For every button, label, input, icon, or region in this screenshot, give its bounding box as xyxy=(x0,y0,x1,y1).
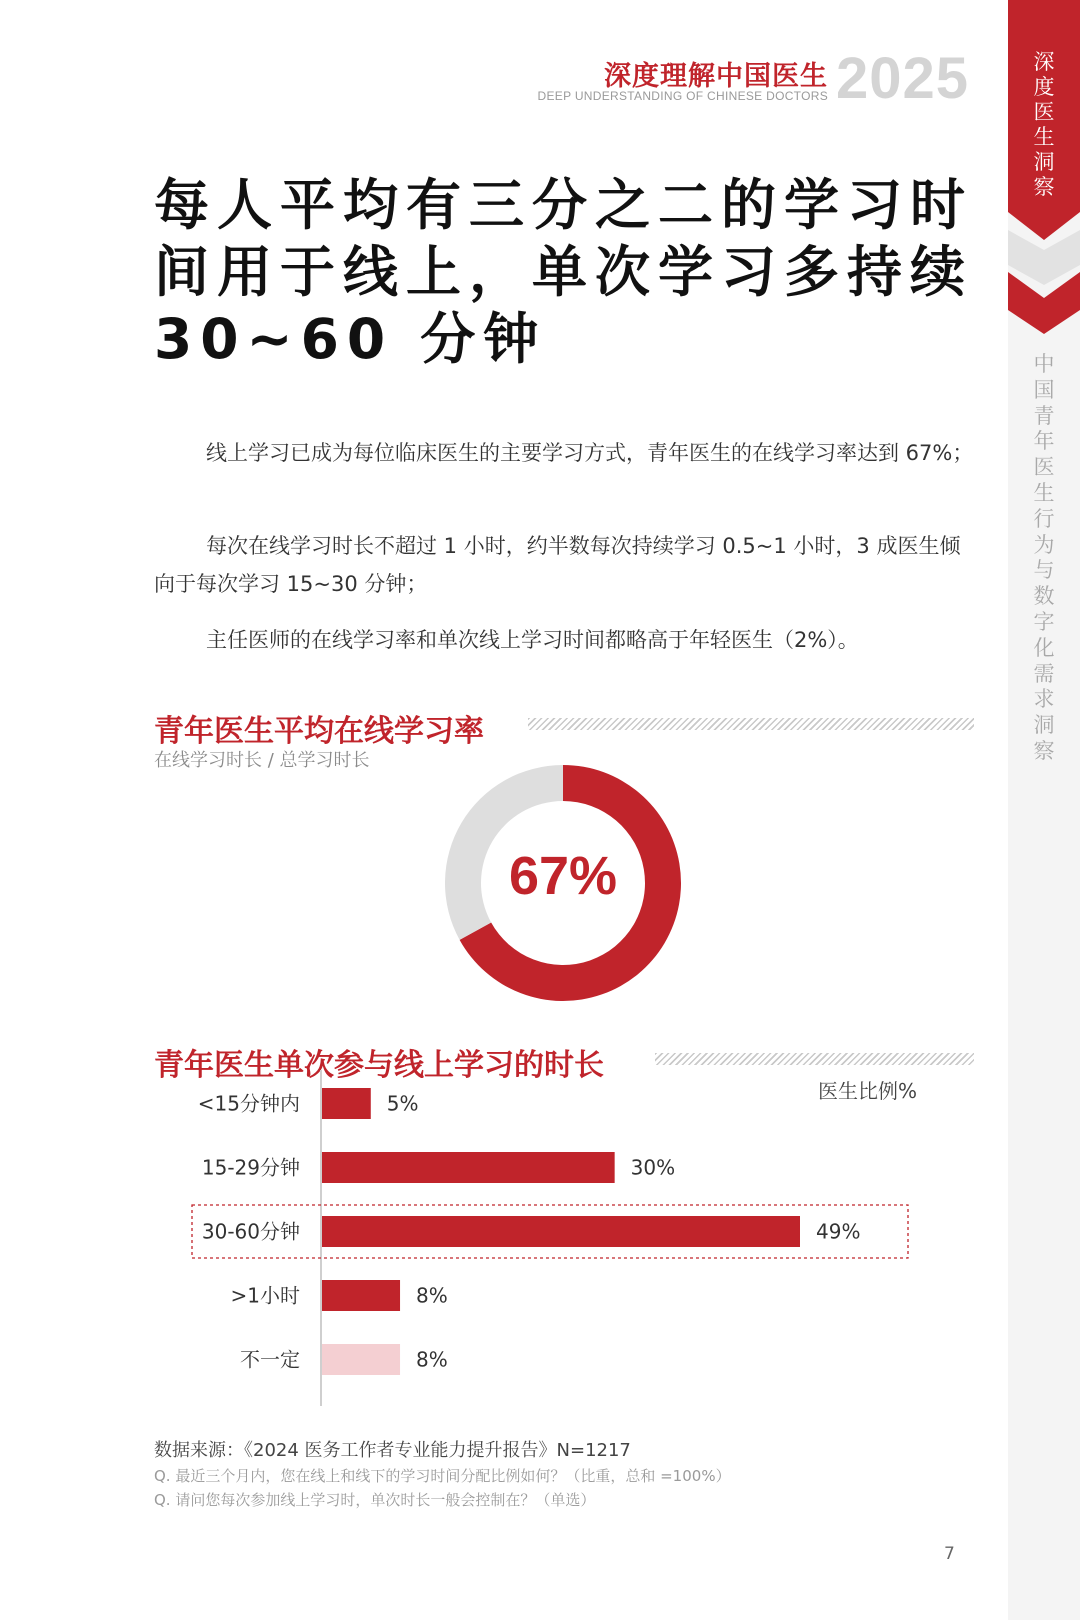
bar-chart xyxy=(150,1070,980,1410)
survey-question-1: Q. 最近三个月内，您在线上和线下的学习时间分配比例如何？（比重，总和 =100%） xyxy=(154,1467,731,1485)
header-year: 2025 xyxy=(836,46,970,111)
donut-center-label: 67% xyxy=(508,846,618,906)
side-band-bottom-char: 洞 xyxy=(1033,713,1055,738)
side-band-bottom-char: 察 xyxy=(1033,738,1055,763)
bar-category-label: 15-29分钟 xyxy=(201,1155,300,1180)
bar-category-label: 不一定 xyxy=(240,1347,300,1372)
bar xyxy=(322,1344,400,1375)
side-band-bottom-char: 为 xyxy=(1033,532,1055,557)
data-source: 数据来源：《2024 医务工作者专业能力提升报告》N=1217 xyxy=(154,1440,631,1461)
bar-value-label: 8% xyxy=(416,1283,448,1308)
headline-line-2: 间用于线上，单次学习多持续 xyxy=(154,240,974,304)
side-band-top-char: 察 xyxy=(1033,175,1055,199)
side-band-bottom-label xyxy=(1008,352,1080,765)
section-2-hatch-rule xyxy=(655,1053,974,1065)
survey-question-2: Q. 请问您每次参加线上学习时，单次时长一般会控制在？（单选） xyxy=(154,1491,596,1509)
bar-category-label: 30-60分钟 xyxy=(201,1219,300,1244)
side-band xyxy=(1008,0,1080,1620)
section-1-title: 青年医生平均在线学习率 xyxy=(154,714,484,749)
paragraph-3: 主任医师的在线学习率和单次线上学习时间都略高于年轻医生（2%）。 xyxy=(206,628,859,652)
bar-value-label: 49% xyxy=(816,1219,861,1244)
side-band-bottom-char: 字 xyxy=(1033,609,1055,634)
headline-line-3: 30~60 分钟 xyxy=(154,307,547,371)
paragraph-2: 每次在线学习时长不超过 1 小时，约半数每次持续学习 0.5~1 小时，3 成医生倾向于每次学习 15~30 分钟； xyxy=(154,534,961,596)
header-title: 深度理解中国医生 xyxy=(604,61,828,92)
bar xyxy=(322,1088,371,1119)
bar-category-label: <15分钟内 xyxy=(197,1091,300,1116)
side-band-bottom-char: 化 xyxy=(1033,635,1055,660)
side-band-graphic xyxy=(1008,0,1080,1620)
side-band-bottom-char: 年 xyxy=(1033,429,1055,454)
side-band-top-char: 生 xyxy=(1033,125,1055,149)
section-1-subtitle: 在线学习时长 / 总学习时长 xyxy=(154,750,370,771)
bar-value-label: 30% xyxy=(630,1155,676,1180)
section-1-hatch-rule xyxy=(528,718,974,730)
headline-line-1: 每人平均有三分之二的学习时 xyxy=(154,173,974,237)
side-band-top-char: 洞 xyxy=(1033,150,1055,174)
side-band-bottom-char: 青 xyxy=(1033,403,1055,428)
bar-value-label: 8% xyxy=(416,1347,448,1372)
side-band-bottom-char: 需 xyxy=(1033,661,1055,686)
page-headline xyxy=(154,172,974,373)
side-band-top-char: 深 xyxy=(1033,50,1055,74)
bar-chart-unit-label: 医生比例% xyxy=(818,1079,918,1103)
side-band-bottom-char: 中 xyxy=(1033,352,1055,376)
side-band-bottom-char: 国 xyxy=(1033,377,1055,402)
section-2-title: 青年医生单次参与线上学习的时长 xyxy=(154,1048,604,1083)
side-band-bottom-char: 与 xyxy=(1033,558,1055,583)
side-band-bottom-char: 医 xyxy=(1033,455,1055,480)
page-number: 7 xyxy=(944,1544,955,1564)
side-band-bottom-char: 生 xyxy=(1033,480,1055,505)
bar xyxy=(322,1280,400,1311)
bar xyxy=(322,1216,800,1247)
paragraph-1: 线上学习已成为每位临床医生的主要学习方式，青年医生的在线学习率达到 67%； xyxy=(206,441,974,465)
bar-category-label: >1小时 xyxy=(230,1283,300,1308)
side-band-bottom-char: 求 xyxy=(1033,687,1055,712)
header-subtitle: DEEP UNDERSTANDING OF CHINESE DOCTORS xyxy=(537,89,828,103)
bar-value-label: 5% xyxy=(386,1091,419,1116)
side-band-bottom-char: 数 xyxy=(1033,584,1055,609)
bar xyxy=(322,1152,615,1183)
side-band-bottom-char: 行 xyxy=(1033,506,1055,531)
side-band-top-char: 医 xyxy=(1033,100,1055,124)
side-band-top-label xyxy=(1008,50,1080,200)
side-band-top-char: 度 xyxy=(1033,75,1055,99)
